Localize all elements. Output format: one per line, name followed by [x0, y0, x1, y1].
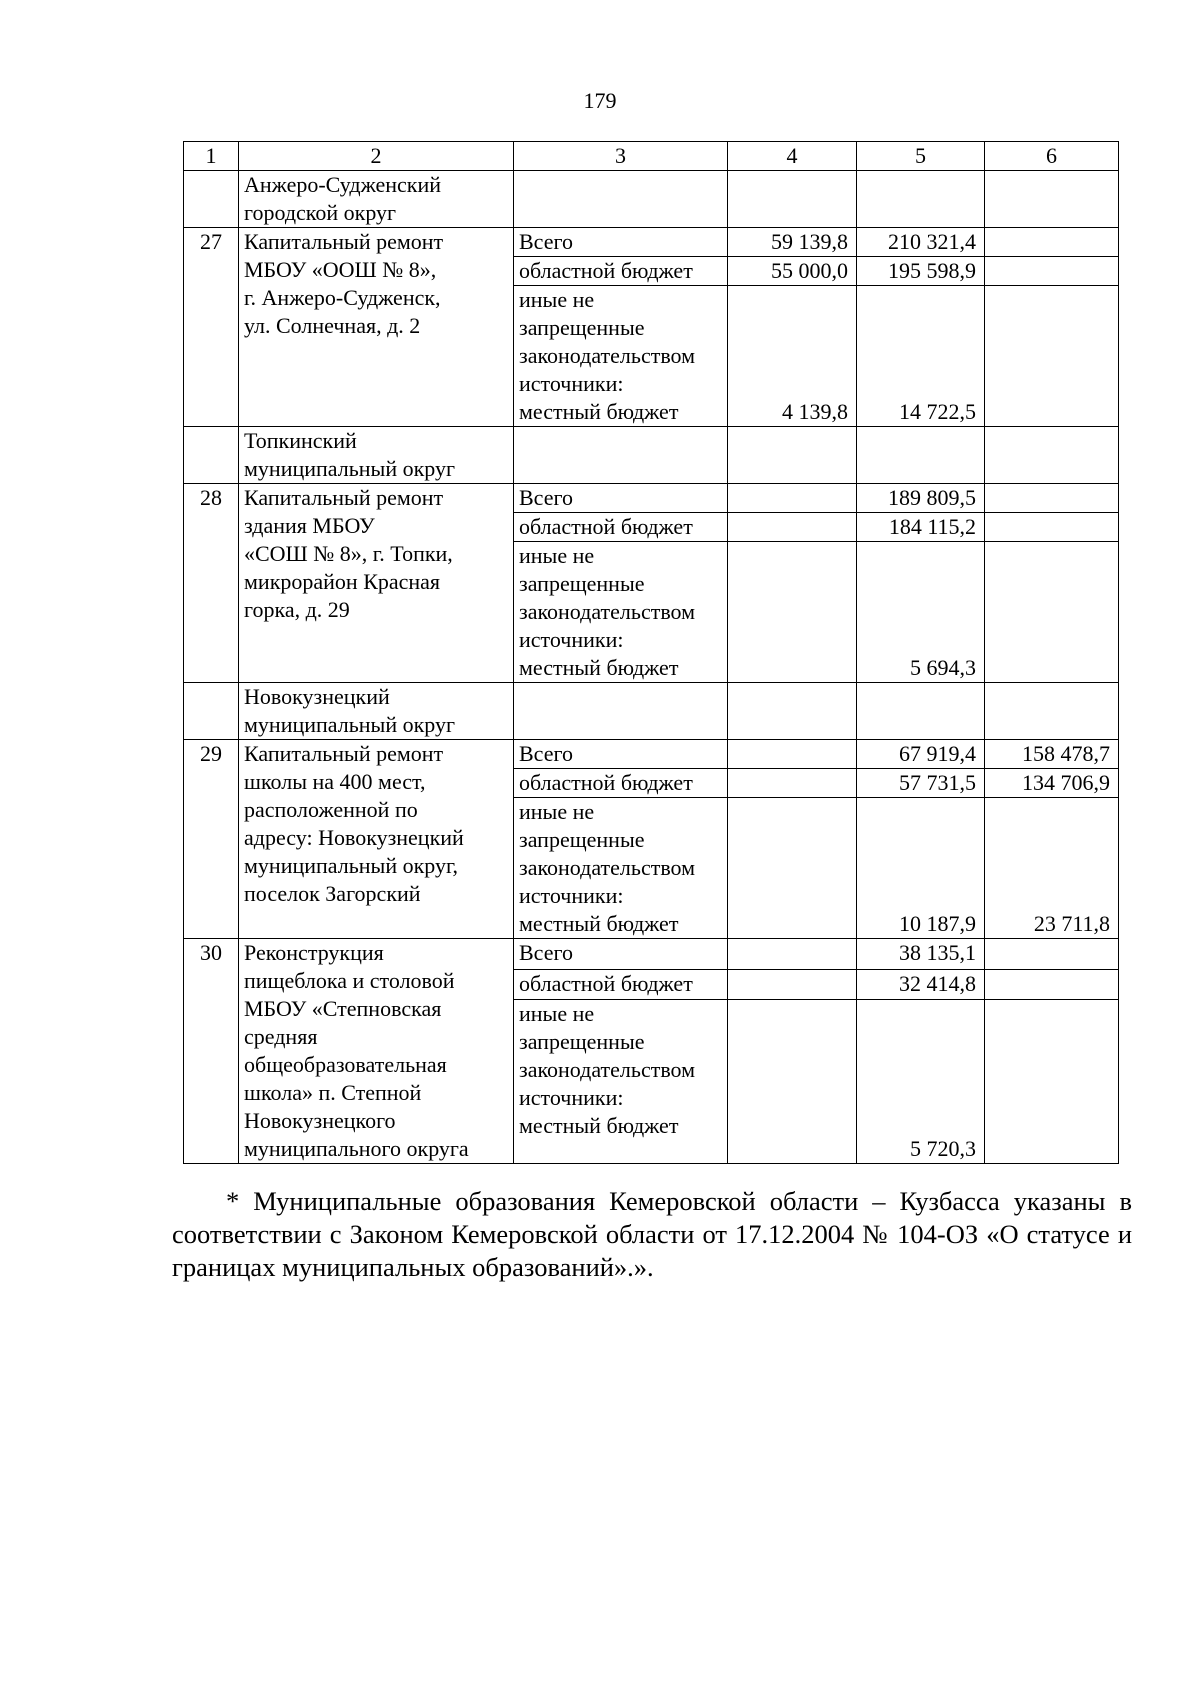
amount-cell	[985, 513, 1119, 542]
source-other: иные не запрещенные законодательством источники: местный бюджет	[514, 798, 728, 939]
empty-cell	[985, 683, 1119, 740]
column-header: 3	[514, 142, 728, 171]
source-regional: областной бюджет	[514, 769, 728, 798]
column-header: 6	[985, 142, 1119, 171]
table-row	[184, 939, 1119, 970]
amount-cell	[728, 769, 857, 798]
empty-cell	[857, 427, 985, 484]
source-other: иные не запрещенные законодательством источники: местный бюджет	[514, 542, 728, 683]
amount-cell: 32 414,8	[857, 969, 985, 1000]
amount-cell: 210 321,4	[857, 228, 985, 257]
amount-cell	[985, 969, 1119, 1000]
project-name: Капитальный ремонт здания МБОУ «СОШ № 8», г. Топки, микрорайон Красная горка, д. 29	[239, 484, 514, 683]
empty-cell	[728, 171, 857, 228]
empty-cell	[728, 427, 857, 484]
row-number: 29	[184, 740, 239, 939]
amount-cell: 158 478,7	[985, 740, 1119, 769]
amount-cell: 38 135,1	[857, 939, 985, 970]
amount-cell: 4 139,8	[728, 286, 857, 427]
footnote-text: * Муниципальные образования Кемеровской области – Кузбасса указаны в соответствии с Законом Кемеровской области от 17.12.2004 № 104-ОЗ «О статусе и границах муниципальных образований».».	[172, 1186, 1132, 1282]
amount-cell: 5 720,3	[857, 1000, 985, 1164]
amount-cell	[985, 484, 1119, 513]
empty-cell	[514, 427, 728, 484]
column-header: 4	[728, 142, 857, 171]
region-row	[184, 171, 1119, 228]
project-name: Реконструкция пищеблока и столовой МБОУ «Степновская средняя общеобразовательная школа» п. Степной Новокузнецкого муниципального округа	[239, 939, 514, 1164]
empty-cell	[728, 683, 857, 740]
region-name: Анжеро-Судженский городской округ	[239, 171, 514, 228]
table-row	[184, 484, 1119, 513]
region-row	[184, 683, 1119, 740]
empty-cell	[184, 427, 239, 484]
column-header: 5	[857, 142, 985, 171]
amount-cell: 14 722,5	[857, 286, 985, 427]
empty-cell	[514, 683, 728, 740]
empty-cell	[985, 171, 1119, 228]
empty-cell	[857, 171, 985, 228]
row-number: 27	[184, 228, 239, 427]
source-total: Всего	[514, 484, 728, 513]
budget-table	[183, 141, 1119, 1164]
empty-cell	[985, 427, 1119, 484]
source-regional: областной бюджет	[514, 257, 728, 286]
footnote	[172, 1185, 1132, 1284]
region-row	[184, 427, 1119, 484]
amount-cell	[728, 969, 857, 1000]
amount-cell: 195 598,9	[857, 257, 985, 286]
amount-cell	[728, 939, 857, 970]
amount-cell: 57 731,5	[857, 769, 985, 798]
amount-cell: 55 000,0	[728, 257, 857, 286]
source-other: иные не запрещенные законодательством источники: местный бюджет	[514, 286, 728, 427]
amount-cell	[728, 484, 857, 513]
amount-cell	[728, 1000, 857, 1164]
amount-cell	[985, 939, 1119, 970]
source-total: Всего	[514, 939, 728, 970]
region-name: Новокузнецкий муниципальный округ	[239, 683, 514, 740]
amount-cell	[728, 513, 857, 542]
amount-cell: 67 919,4	[857, 740, 985, 769]
row-number: 28	[184, 484, 239, 683]
amount-cell: 134 706,9	[985, 769, 1119, 798]
amount-cell: 189 809,5	[857, 484, 985, 513]
amount-cell	[985, 542, 1119, 683]
amount-cell: 5 694,3	[857, 542, 985, 683]
table-row	[184, 228, 1119, 257]
row-number: 30	[184, 939, 239, 1164]
column-header: 2	[239, 142, 514, 171]
amount-cell	[985, 286, 1119, 427]
amount-cell: 59 139,8	[728, 228, 857, 257]
project-name: Капитальный ремонт школы на 400 мест, расположенной по адресу: Новокузнецкий муниципальный округ, поселок Загорский	[239, 740, 514, 939]
table-header-row	[184, 142, 1119, 171]
source-total: Всего	[514, 740, 728, 769]
empty-cell	[184, 171, 239, 228]
amount-cell	[985, 257, 1119, 286]
empty-cell	[514, 171, 728, 228]
amount-cell: 184 115,2	[857, 513, 985, 542]
amount-cell	[728, 740, 857, 769]
amount-cell: 23 711,8	[985, 798, 1119, 939]
region-name: Топкинский муниципальный округ	[239, 427, 514, 484]
column-header: 1	[184, 142, 239, 171]
page-number: 179	[583, 88, 617, 113]
project-name: Капитальный ремонт МБОУ «ООШ № 8», г. Анжеро-Судженск, ул. Солнечная, д. 2	[239, 228, 514, 427]
source-regional: областной бюджет	[514, 969, 728, 1000]
amount-cell	[985, 228, 1119, 257]
empty-cell	[184, 683, 239, 740]
amount-cell	[985, 1000, 1119, 1164]
source-other: иные не запрещенные законодательством источники: местный бюджет	[514, 1000, 728, 1164]
amount-cell: 10 187,9	[857, 798, 985, 939]
amount-cell	[728, 542, 857, 683]
table-row	[184, 740, 1119, 769]
source-regional: областной бюджет	[514, 513, 728, 542]
source-total: Всего	[514, 228, 728, 257]
empty-cell	[857, 683, 985, 740]
amount-cell	[728, 798, 857, 939]
